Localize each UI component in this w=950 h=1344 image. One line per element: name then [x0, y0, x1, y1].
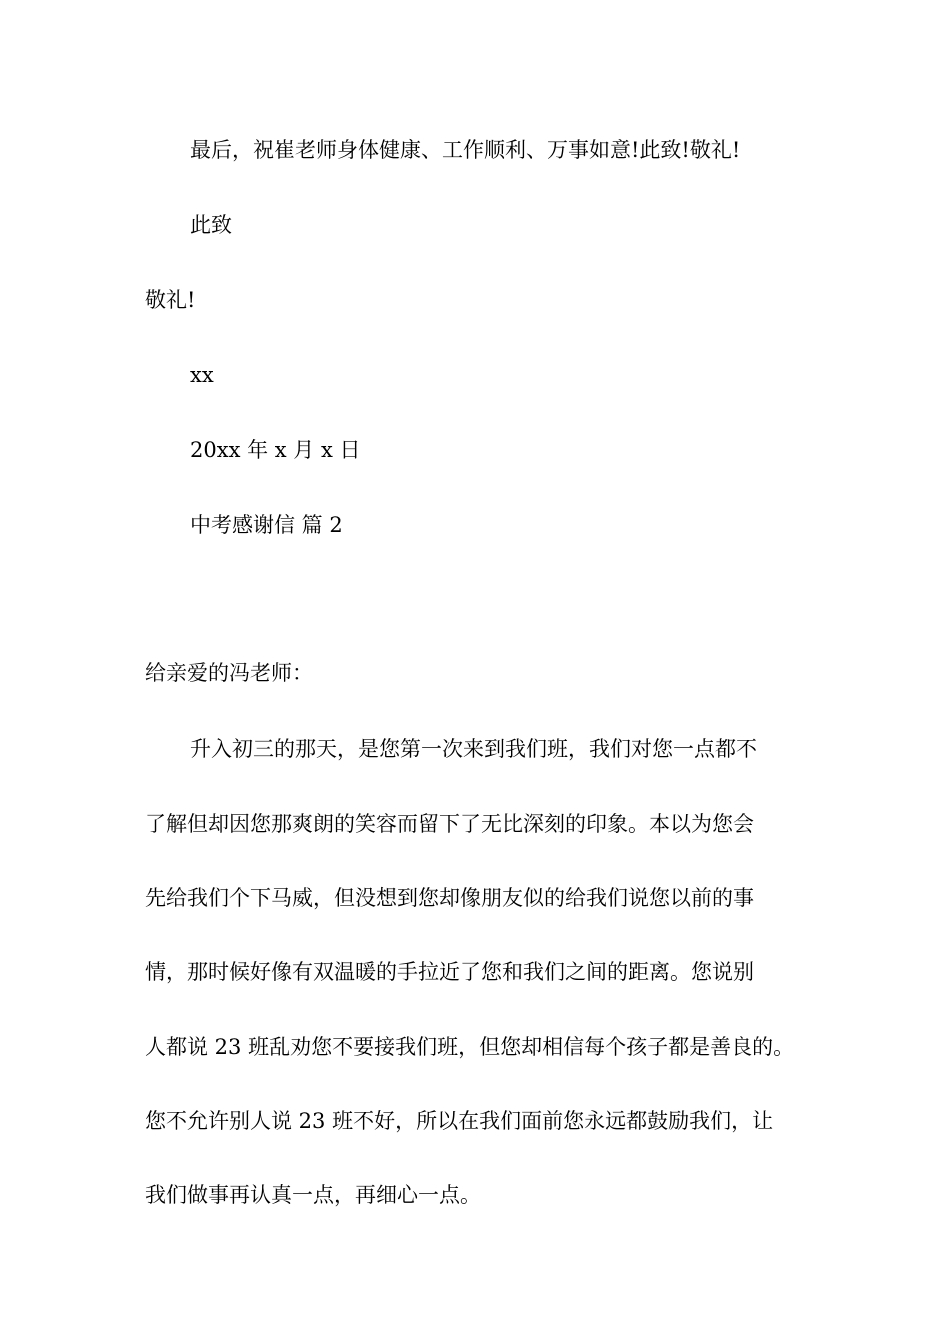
- section-heading: 中考感谢信 篇 2: [190, 513, 343, 537]
- letter-greeting: 给亲爱的冯老师：: [145, 661, 313, 685]
- body-line: 了解但却因您那爽朗的笑容而留下了无比深刻的印象。本以为您会: [145, 812, 754, 836]
- signature-line: xx: [190, 363, 214, 387]
- body-line: 升入初三的那天，是您第一次来到我们班，我们对您一点都不: [190, 737, 757, 761]
- salutation-line-1: 此致: [190, 213, 232, 237]
- date-line: 20xx 年 x 月 x 日: [190, 438, 361, 462]
- closing-wish-line: 最后，祝崔老师身体健康、工作顺利、万事如意!此致!敬礼!: [190, 138, 741, 162]
- body-line: 您不允许别人说 23 班不好，所以在我们面前您永远都鼓励我们，让: [145, 1109, 774, 1133]
- salutation-line-2: 敬礼!: [145, 288, 196, 312]
- body-line: 先给我们个下马威，但没想到您却像朋友似的给我们说您以前的事: [145, 886, 754, 910]
- body-line: 情，那时候好像有双温暖的手拉近了您和我们之间的距离。您说别: [145, 960, 754, 984]
- body-line: 人都说 23 班乱劝您不要接我们班，但您却相信每个孩子都是善良的。: [145, 1035, 795, 1059]
- body-line: 我们做事再认真一点，再细心一点。: [145, 1183, 481, 1207]
